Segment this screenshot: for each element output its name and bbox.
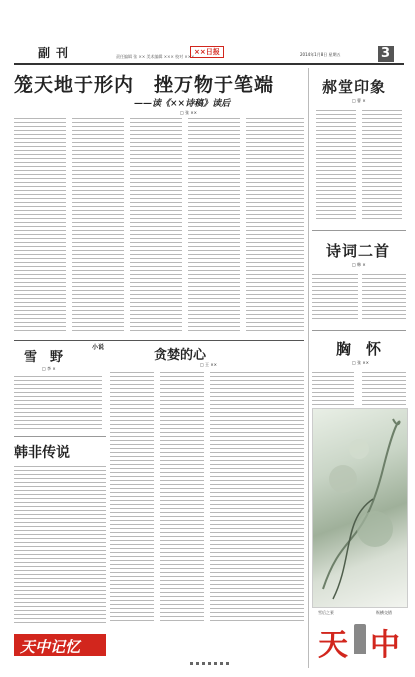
painting-caption-right: 纵横交错 [376, 610, 392, 615]
article-byline: □ 张 ×× [180, 110, 198, 115]
han-fei-title: 韩非传说 [14, 445, 70, 461]
snow-bottom-rule [14, 436, 106, 437]
article-body-col-5 [246, 118, 304, 334]
section-label-box [14, 44, 96, 60]
banner-left-text: 天中记忆 [20, 638, 81, 656]
masthead-rule [14, 63, 404, 65]
story-kicker: 小说 [92, 344, 105, 351]
han-fei-body [14, 466, 106, 626]
right-rule-2 [312, 330, 406, 331]
article-subtitle: ——读《××诗稿》读后 [134, 99, 231, 109]
ink-painting [312, 408, 408, 608]
issue-date: 2014年1月8日 星期五 [300, 52, 341, 57]
editor-meta: 责任编辑 张 ×× 美术编辑 ××× 校对 ××× [116, 54, 195, 59]
painting-strokes [313, 409, 407, 607]
story-body-col-1 [110, 372, 154, 622]
poem-snow-text [14, 376, 102, 432]
article-body-col-4 [188, 118, 240, 334]
byline-hao-tang: □ 曹 × [352, 98, 366, 103]
section-label: 副刊 [38, 46, 75, 60]
section-title-poems: 诗词二首 [326, 242, 391, 260]
page-number-box [378, 46, 394, 62]
bottom-ornament [190, 660, 230, 668]
poem-snow-title: 雪 野 [24, 350, 64, 365]
poem-snow-byline: □ 李 × [42, 366, 56, 371]
han-fei-legend [14, 440, 106, 630]
article-headline: 笼天地于形内 挫万物于笔端 [14, 74, 275, 96]
section-title-xiong-huai: 胸 怀 [336, 340, 382, 358]
poem-hao-tang-right [362, 110, 402, 220]
story-body-col-3 [210, 372, 254, 622]
poem-snow-field [14, 346, 106, 432]
story-body-col-2 [160, 372, 204, 622]
paper-logo: ××日报 [190, 46, 224, 58]
ornament-dots [190, 662, 230, 665]
byline-xiong-huai: □ 张 ×× [352, 360, 370, 365]
footer-banner-left [14, 634, 106, 656]
page-number: 3 [381, 46, 391, 61]
article-body-col-1 [14, 118, 66, 334]
tower-icon [354, 624, 366, 654]
banner-right-char-1: 天 [318, 628, 348, 663]
center-right-body [254, 372, 304, 622]
article-body-col-2 [72, 118, 124, 334]
painting-caption-left: 雪后之景 [318, 610, 334, 615]
right-col-divider [308, 68, 309, 668]
poem-hao-tang-left [316, 110, 356, 220]
masthead [0, 0, 415, 66]
article-body-col-3 [130, 118, 182, 334]
story-title: 贪婪的心 [154, 348, 207, 363]
right-rule-1 [312, 230, 406, 231]
review-article [14, 68, 304, 338]
story-byline: □ 王 ×× [200, 362, 218, 367]
section-title-hao-tang: 郝堂印象 [322, 78, 387, 96]
poems-text-right [362, 274, 406, 322]
poems-text-left [312, 274, 358, 322]
footer-banner-right [318, 620, 406, 663]
review-bottom-rule [14, 340, 304, 341]
byline-poems: □ 韩 × [352, 262, 366, 267]
banner-right-char-2: 中 [370, 628, 400, 663]
